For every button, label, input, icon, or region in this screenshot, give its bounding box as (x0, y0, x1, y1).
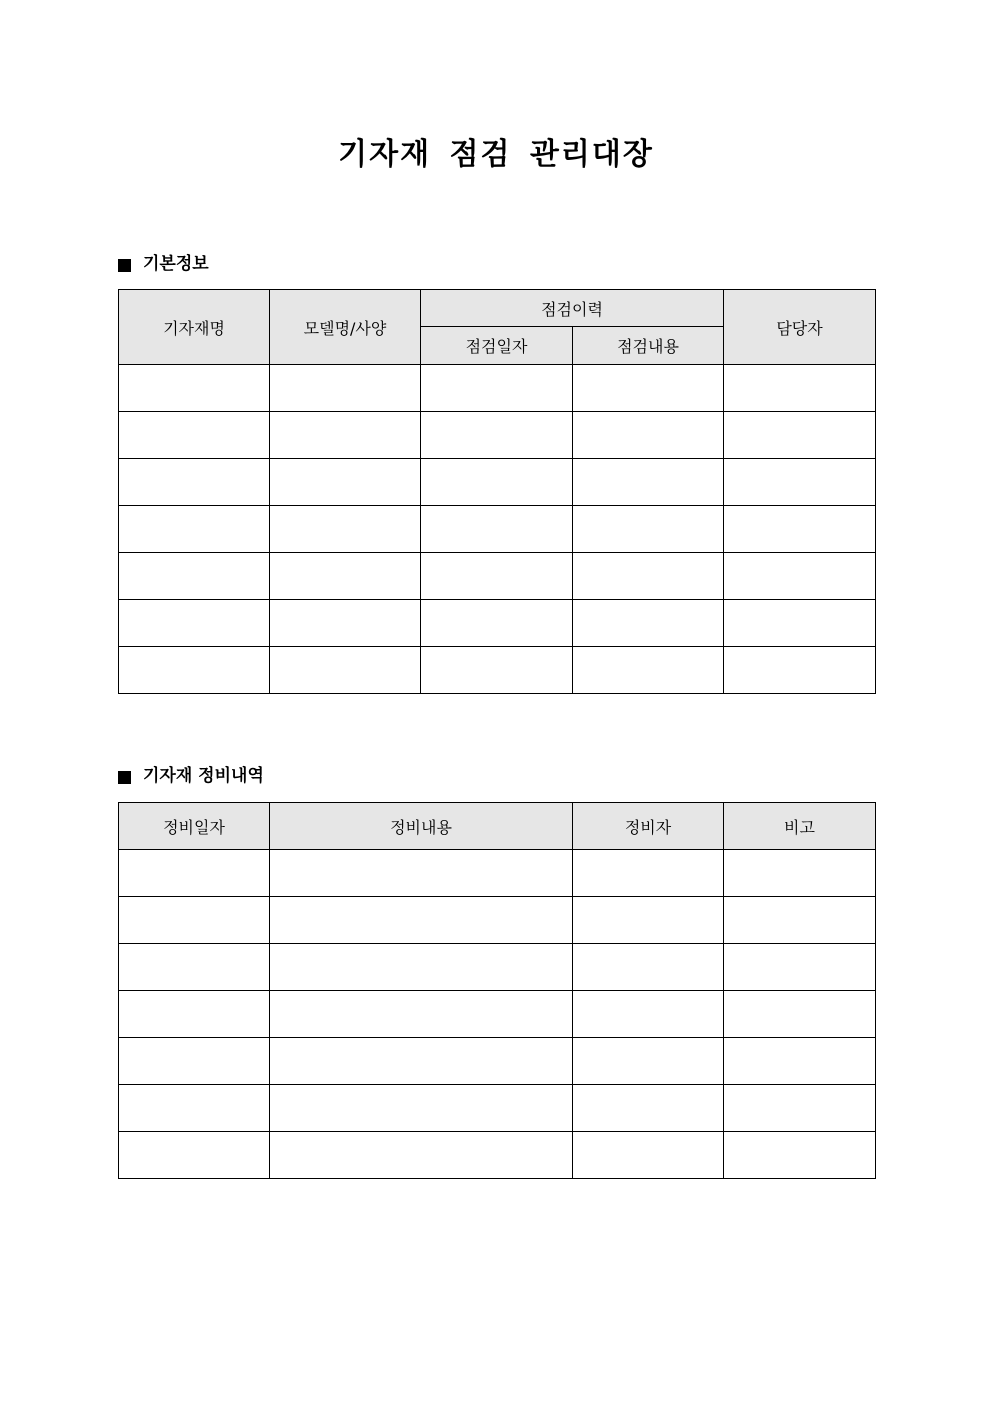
cell-maintenance-content[interactable] (270, 850, 573, 897)
cell-maintenance-date[interactable] (119, 944, 270, 991)
section-heading-basic-info (118, 252, 209, 276)
cell-manager[interactable] (724, 506, 876, 553)
header-model-spec: 모델명/사양 (270, 290, 421, 365)
table-row (119, 944, 876, 991)
cell-manager[interactable] (724, 647, 876, 694)
cell-equipment-name[interactable] (119, 647, 270, 694)
cell-model-spec[interactable] (270, 506, 421, 553)
cell-model-spec[interactable] (270, 553, 421, 600)
cell-inspection-date[interactable] (421, 553, 573, 600)
header-inspection-content: 점검내용 (573, 327, 724, 365)
cell-maintenance-content[interactable] (270, 1038, 573, 1085)
page-title: 기자재 점검 관리대장 (338, 137, 654, 172)
cell-remarks[interactable] (724, 1085, 876, 1132)
maintenance-body (119, 850, 876, 1179)
header-equipment-name: 기자재명 (119, 290, 270, 365)
cell-maintainer[interactable] (573, 1132, 724, 1179)
cell-inspection-date[interactable] (421, 412, 573, 459)
cell-maintainer[interactable] (573, 1085, 724, 1132)
cell-manager[interactable] (724, 365, 876, 412)
cell-remarks[interactable] (724, 897, 876, 944)
header-manager: 담당자 (724, 290, 876, 365)
cell-inspection-content[interactable] (573, 365, 724, 412)
basic-info-table (118, 289, 876, 694)
section-heading-maintenance (118, 764, 264, 788)
cell-model-spec[interactable] (270, 412, 421, 459)
cell-model-spec[interactable] (270, 459, 421, 506)
table-row (119, 600, 876, 647)
cell-maintenance-date[interactable] (119, 850, 270, 897)
cell-remarks[interactable] (724, 991, 876, 1038)
cell-manager[interactable] (724, 553, 876, 600)
cell-inspection-date[interactable] (421, 459, 573, 506)
header-remarks: 비고 (724, 803, 876, 850)
cell-maintenance-content[interactable] (270, 944, 573, 991)
cell-inspection-content[interactable] (573, 506, 724, 553)
cell-equipment-name[interactable] (119, 600, 270, 647)
cell-remarks[interactable] (724, 944, 876, 991)
cell-remarks[interactable] (724, 850, 876, 897)
cell-model-spec[interactable] (270, 600, 421, 647)
cell-equipment-name[interactable] (119, 412, 270, 459)
table-row (119, 553, 876, 600)
table-row (119, 1132, 876, 1179)
maintenance-table (118, 802, 876, 1179)
cell-equipment-name[interactable] (119, 365, 270, 412)
cell-maintainer[interactable] (573, 850, 724, 897)
cell-maintenance-content[interactable] (270, 1085, 573, 1132)
cell-manager[interactable] (724, 600, 876, 647)
cell-remarks[interactable] (724, 1038, 876, 1085)
table-row (119, 1038, 876, 1085)
cell-model-spec[interactable] (270, 365, 421, 412)
square-bullet-icon (118, 259, 131, 272)
cell-maintenance-date[interactable] (119, 1132, 270, 1179)
cell-equipment-name[interactable] (119, 506, 270, 553)
cell-equipment-name[interactable] (119, 459, 270, 506)
header-maintenance-content: 정비내용 (270, 803, 573, 850)
cell-manager[interactable] (724, 412, 876, 459)
header-inspection-history: 점검이력 (421, 290, 724, 327)
cell-maintainer[interactable] (573, 944, 724, 991)
cell-maintenance-content[interactable] (270, 897, 573, 944)
table-row (119, 647, 876, 694)
cell-inspection-content[interactable] (573, 600, 724, 647)
cell-inspection-content[interactable] (573, 553, 724, 600)
cell-manager[interactable] (724, 459, 876, 506)
cell-inspection-content[interactable] (573, 459, 724, 506)
cell-maintenance-date[interactable] (119, 1038, 270, 1085)
cell-equipment-name[interactable] (119, 553, 270, 600)
table-row (119, 897, 876, 944)
section-heading-label: 기자재 정비내역 (143, 766, 264, 786)
cell-maintainer[interactable] (573, 991, 724, 1038)
square-bullet-icon (118, 771, 131, 784)
header-inspection-date: 점검일자 (421, 327, 573, 365)
header-maintenance-date: 정비일자 (119, 803, 270, 850)
cell-inspection-date[interactable] (421, 600, 573, 647)
table-row (119, 365, 876, 412)
cell-remarks[interactable] (724, 1132, 876, 1179)
table-row (119, 991, 876, 1038)
cell-inspection-date[interactable] (421, 365, 573, 412)
header-maintainer: 정비자 (573, 803, 724, 850)
cell-inspection-date[interactable] (421, 506, 573, 553)
cell-inspection-content[interactable] (573, 647, 724, 694)
table-row (119, 506, 876, 553)
basic-info-body (119, 365, 876, 694)
cell-maintenance-date[interactable] (119, 1085, 270, 1132)
cell-inspection-content[interactable] (573, 412, 724, 459)
cell-model-spec[interactable] (270, 647, 421, 694)
cell-maintainer[interactable] (573, 897, 724, 944)
table-row (119, 850, 876, 897)
cell-maintenance-content[interactable] (270, 991, 573, 1038)
section-heading-label: 기본정보 (143, 254, 209, 274)
table-row (119, 459, 876, 506)
table-row (119, 1085, 876, 1132)
cell-maintenance-content[interactable] (270, 1132, 573, 1179)
table-row (119, 412, 876, 459)
cell-maintainer[interactable] (573, 1038, 724, 1085)
cell-maintenance-date[interactable] (119, 897, 270, 944)
cell-inspection-date[interactable] (421, 647, 573, 694)
cell-maintenance-date[interactable] (119, 991, 270, 1038)
